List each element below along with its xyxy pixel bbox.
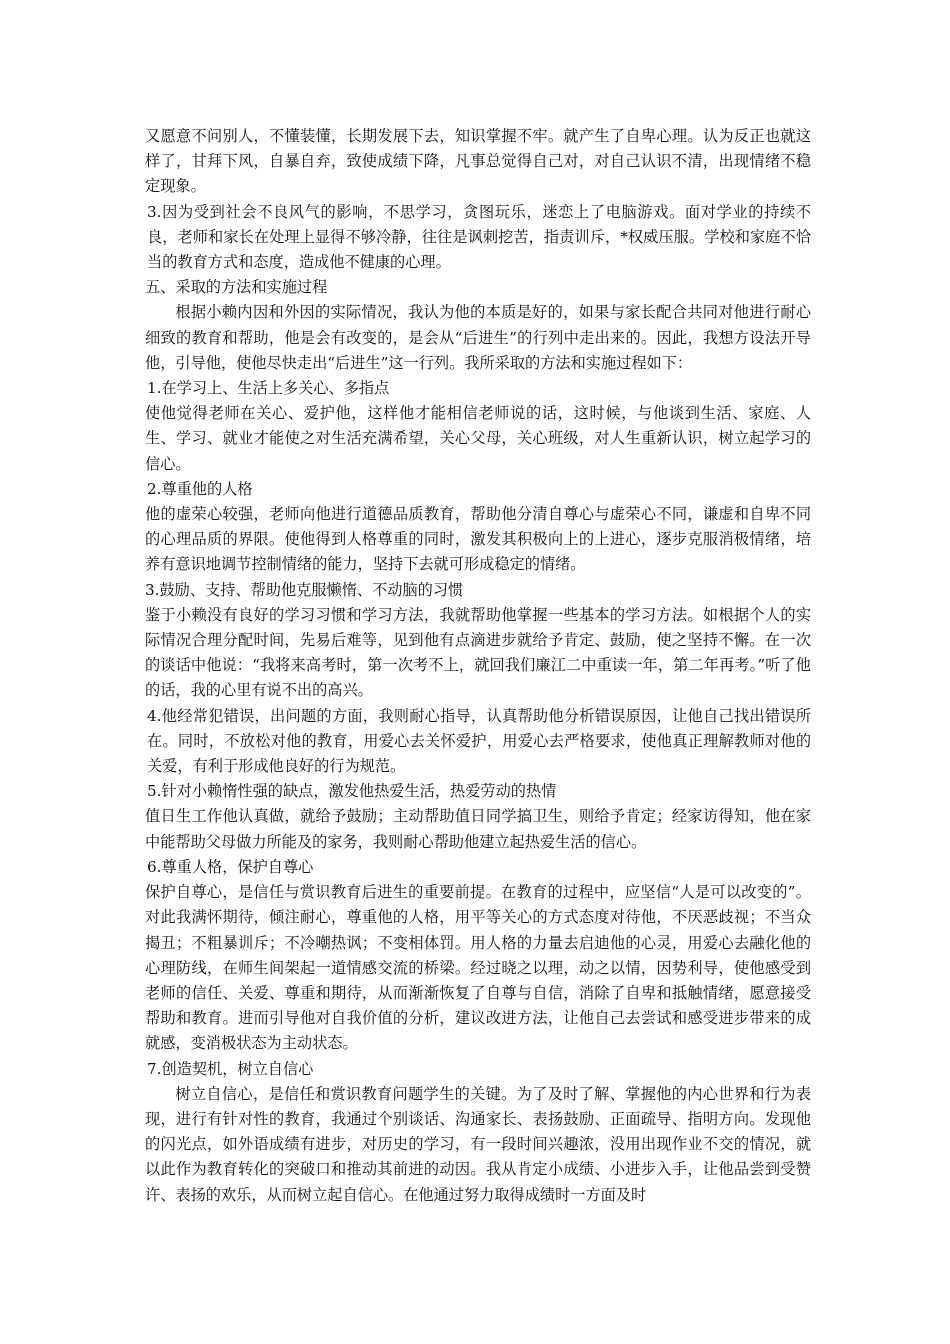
section-heading-methods: 五、采取的方法和实施过程 [145,278,328,297]
method-body-2: 他的虚荣心较强，老师向他进行道德品质教育，帮助他分清自尊心与虚荣心不同，谦虚和自卑不同的心理品质的界限。使他得到人格尊重的同时，激发其积极向上的上进心，逐步克服消极情绪，培养有意识地调节控制情绪的能力，坚持下去就可形成稳定的情绪。 [145,505,811,574]
paragraph-continuation: 又愿意不问别人，不懂装懂，长期发展下去，知识掌握不牢。就产生了自卑心理。认为反正也就这样了，甘拜下风，自暴自弃，致使成绩下降，凡事总觉得自己对，对自己认识不清，出现情绪不稳定现象。 [145,127,811,196]
method-body-5: 值日生工作他认真做，就给予鼓励；主动帮助值日同学搞卫生，则给予肯定；经家访得知，他在家中能帮助父母做力所能及的家务，我则耐心帮助他建立起热爱生活的信心。 [145,807,811,851]
method-4: 4.他经常犯错误，出问题的方面，我则耐心指导，认真帮助他分析错误原因，让他自己找出错误所在。同时，不放松对他的教育，用爱心去关怀爱护，用爱心去严格要求，使他真正理解教师对他的关爱，有利于形成他良好的行为规范。 [147,706,811,776]
method-heading-1: 1.在学习上、生活上多关心、多指点 [147,379,390,398]
paragraph-reason-3: 3.因为受到社会不良风气的影响，不思学习，贪图玩乐，迷恋上了电脑游戏。面对学业的持续不良，老师和家长在处理上显得不够冷静，往往是讽刺挖苦，指责训斥，*权威压服。学校和家庭不恰当的教育方式和态度，造成他不健康的心理。 [147,202,811,272]
paragraph-methods-intro: 根据小赖内因和外因的实际情况，我认为他的本质是好的，如果与家长配合共同对他进行耐心细致的教育和帮助，他是会有改变的，是会从“后进生”的行列中走出来的。因此，我想方设法开导他，引导他，使他尽快走出“后进生”这一行列。我所采取的方法和实施过程如下： [145,303,811,372]
method-body-6: 保护自尊心，是信任与赏识教育后进生的重要前提。在教育的过程中，应坚信“人是可以改变的”。对此我满怀期待，倾注耐心，尊重他的人格，用平等关心的方式态度对待他，不厌恶歧视；不当众揭丑；不粗暴训斥；不冷嘲热讽；不变相体罚。用人格的力量去启迪他的心灵，用爱心去融化他的心理防线，在师生间架起一道情感交流的桥梁。经过晓之以理，动之以情，因势利导，使他感受到老师的信任、关爱、尊重和期待，从而渐渐恢复了自尊与自信，消除了自卑和抵触情绪，愿意接受帮助和教育。进而引导他对自我价值的分析，建议改进方法，让他自己去尝试和感受进步带来的成就感，变消极状态为主动状态。 [145,883,811,1053]
method-body-1: 使他觉得老师在关心、爱护他，这样他才能相信老师说的话，这时候，与他谈到生活、家庭、人生、学习、就业才能使之对生活充满希望，关心父母，关心班级，对人生重新认识，树立起学习的信心。 [145,404,811,473]
method-body-7: 树立自信心，是信任和赏识教育问题学生的关键。为了及时了解、掌握他的内心世界和行为表现，进行有针对性的教育，我通过个别谈话、沟通家长、表扬鼓励、正面疏导、指明方向。发现他的闪光点，如外语成绩有进步，对历史的学习，有一段时间兴趣浓，没用出现作业不交的情况，就以此作为教育转化的突破口和推动其前进的动因。我从肯定小成绩、小进步入手，让他品尝到受赞许、表扬的欢乐，从而树立起自信心。在他通过努力取得成绩时一方面及时 [145,1084,811,1204]
method-heading-6: 6.尊重人格，保护自尊心 [147,857,314,876]
method-heading-2: 2.尊重他的人格 [147,479,253,498]
method-heading-3: 3.鼓励、支持、帮助他克服懒惰、不动脑的习惯 [145,580,464,599]
method-body-3: 鉴于小赖没有良好的学习习惯和学习方法，我就帮助他掌握一些基本的学习方法。如根据个人的实际情况合理分配时间，先易后难等，见到他有点滴进步就给予肯定、鼓励，使之坚持不懈。在一次的谈话中他说：“我将来高考时，第一次考不上，就回我们廉江二中重读一年，第二年再考。”听了他的话，我的心里有说不出的高兴。 [145,605,811,700]
document-body [145,124,811,1208]
method-heading-7: 7.创造契机，树立自信心 [147,1059,314,1078]
method-heading-5: 5.针对小赖惰性强的缺点，激发他热爱生活，热爱劳动的热情 [147,782,557,801]
